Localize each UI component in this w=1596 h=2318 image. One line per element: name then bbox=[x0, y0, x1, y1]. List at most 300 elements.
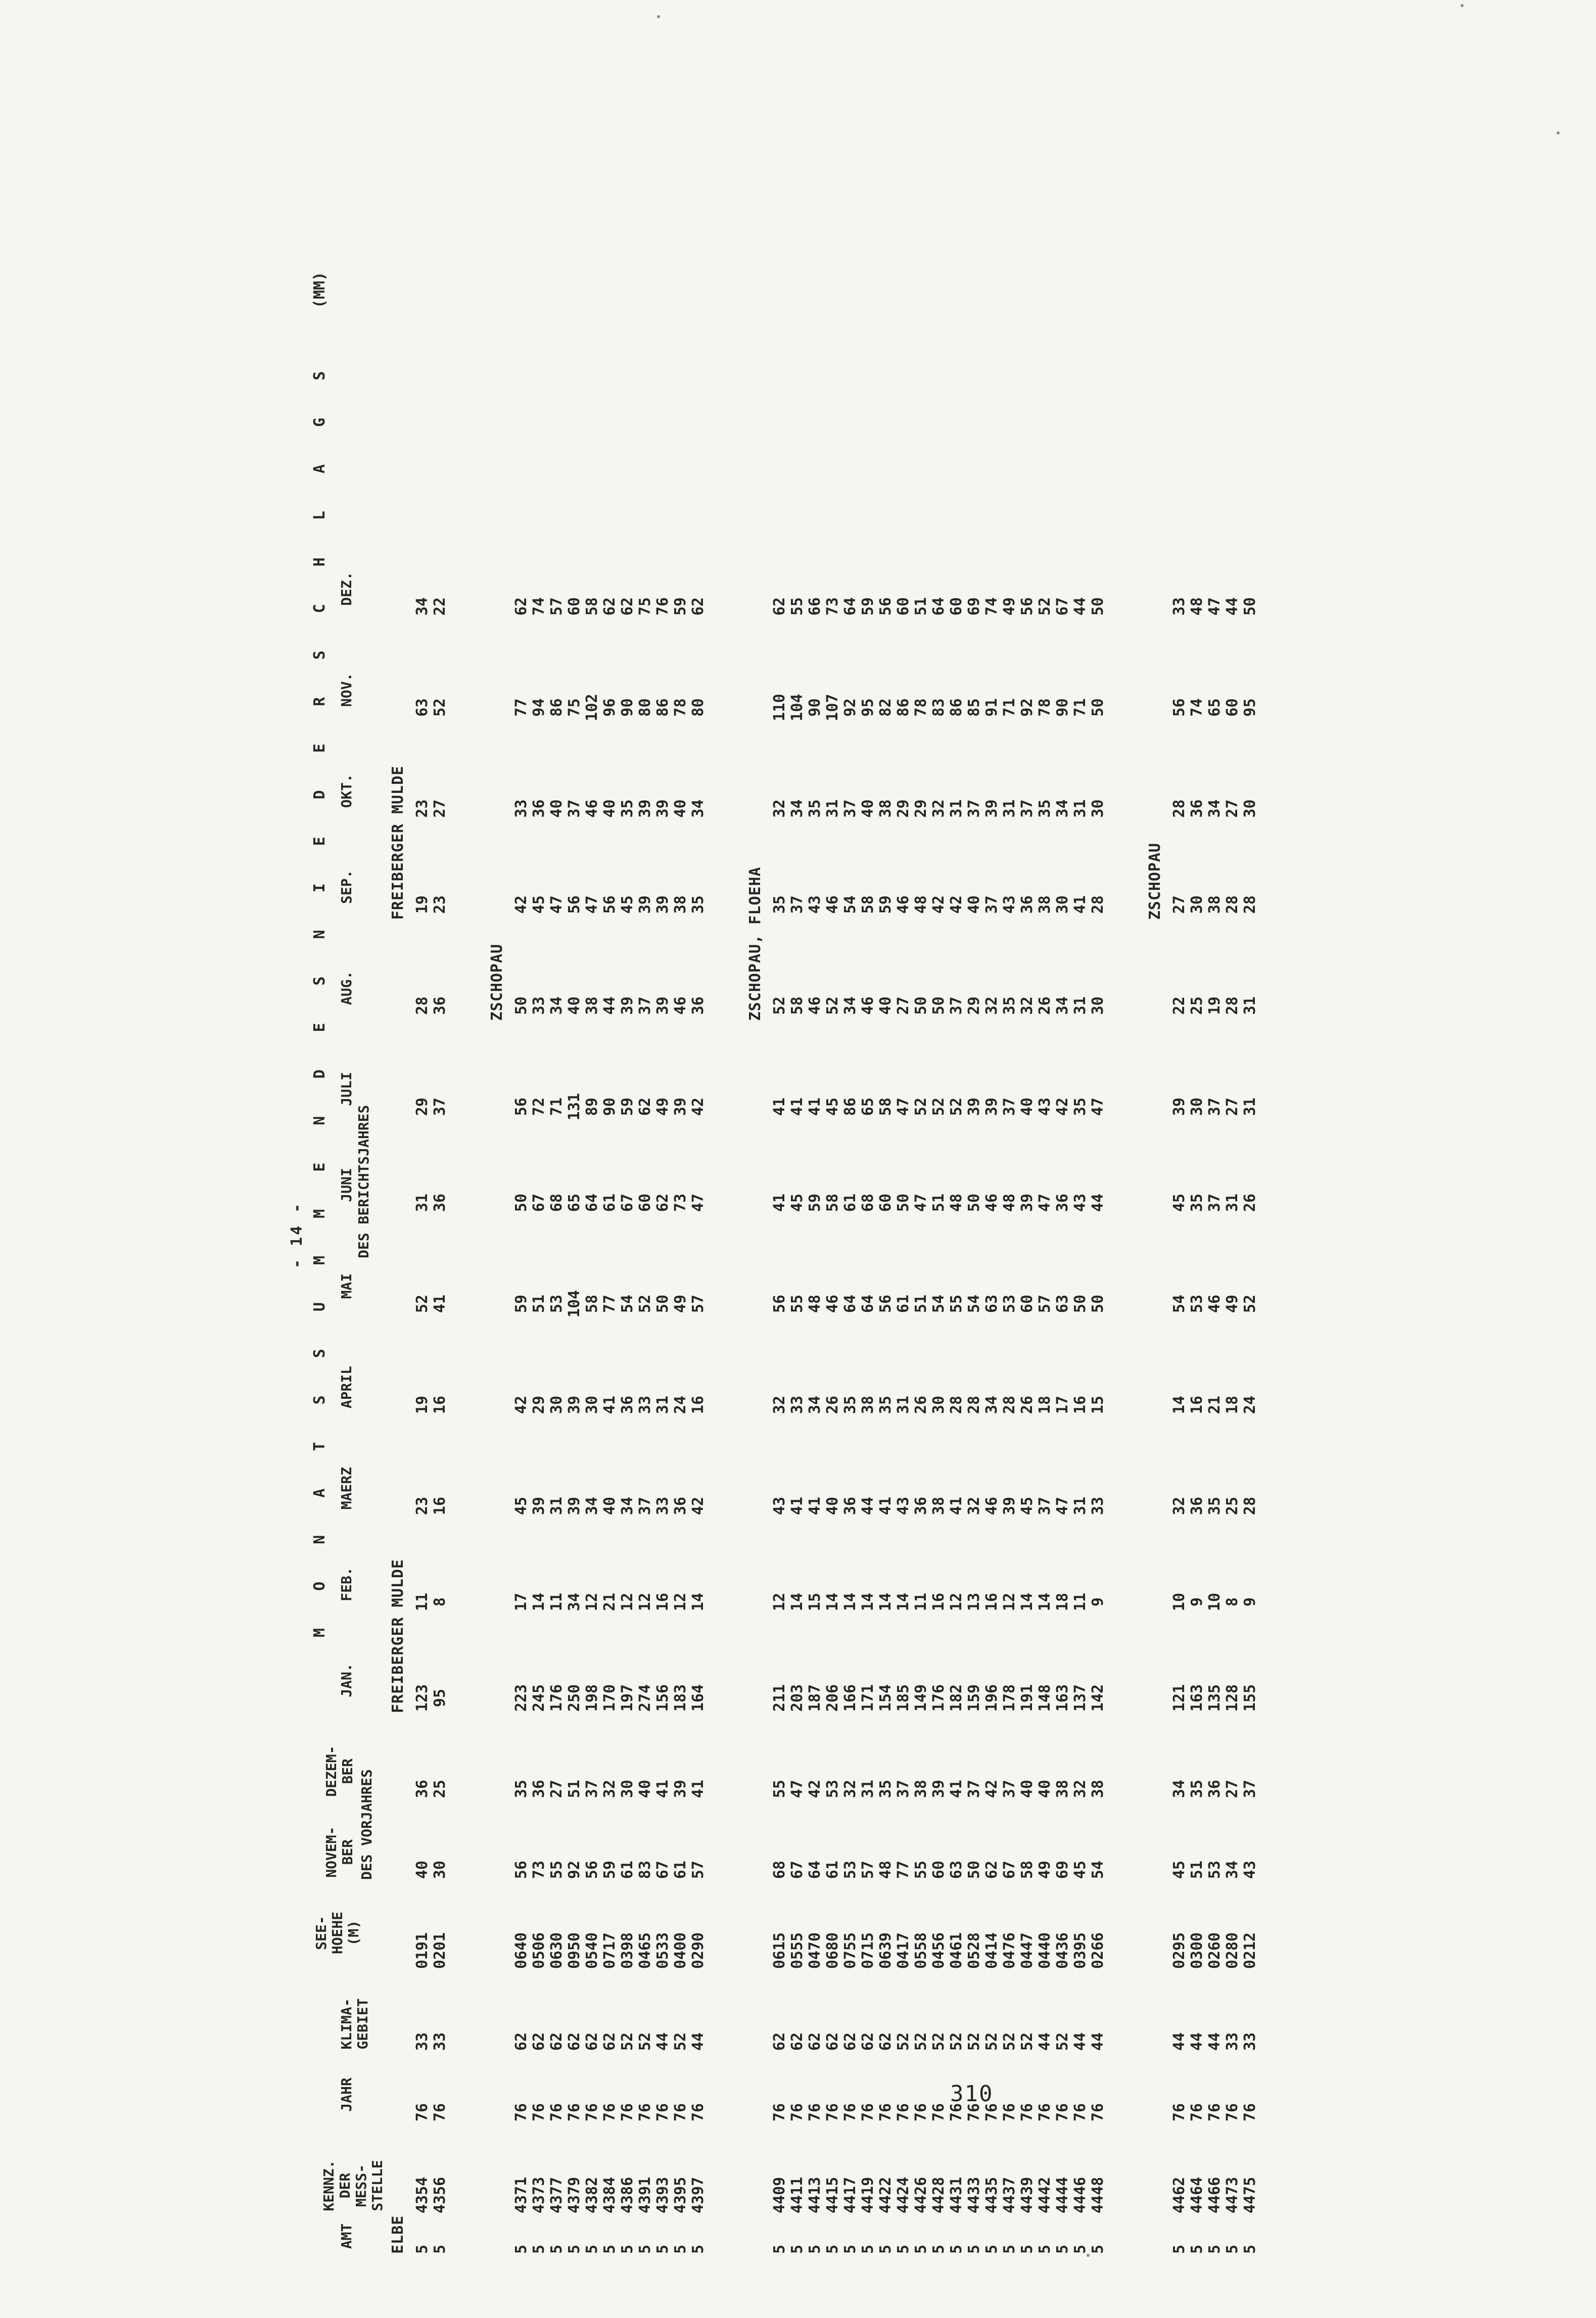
cell-jan: 159 bbox=[965, 1684, 983, 1712]
cell-dez: 67 bbox=[1054, 597, 1071, 616]
cell-juli: 37 bbox=[431, 1097, 449, 1116]
unit-label: (MM) bbox=[311, 271, 328, 308]
cell-maerz: 41 bbox=[806, 1496, 824, 1516]
cell-klima: 52 bbox=[672, 2032, 689, 2051]
table-row bbox=[771, 101, 788, 2274]
cell-okt: 29 bbox=[895, 799, 912, 818]
cell-mai: 53 bbox=[1001, 1294, 1018, 1313]
cell-sep: 45 bbox=[530, 895, 548, 914]
cell-code: 5 bbox=[689, 2244, 707, 2254]
cell-okt: 31 bbox=[824, 799, 841, 818]
cell-klima: 62 bbox=[548, 2032, 566, 2051]
cell-aug: 31 bbox=[1241, 996, 1259, 1015]
cell-sep: 37 bbox=[788, 895, 806, 914]
cell-klima: 62 bbox=[566, 2032, 583, 2051]
cell-juli: 37 bbox=[1206, 1097, 1224, 1116]
cell-see: 0715 bbox=[859, 1932, 877, 1969]
cell-klima: 52 bbox=[948, 2032, 965, 2051]
cell-sep: 43 bbox=[1001, 895, 1018, 914]
cell-maerz: 37 bbox=[636, 1496, 654, 1516]
cell-okt: 23 bbox=[413, 799, 431, 818]
cell-dez0: 25 bbox=[431, 1779, 449, 1799]
cell-see: 0540 bbox=[583, 1932, 601, 1969]
cell-dez: 62 bbox=[771, 597, 788, 616]
cell-see: 0201 bbox=[431, 1932, 449, 1969]
page-number-top: - 14 - bbox=[288, 1201, 306, 1268]
cell-see: 0280 bbox=[1224, 1932, 1241, 1969]
cell-juni: 67 bbox=[619, 1193, 636, 1212]
cell-juli: 42 bbox=[1054, 1097, 1071, 1116]
cell-april: 33 bbox=[788, 1395, 806, 1414]
cell-id: 4428 bbox=[930, 2177, 948, 2213]
cell-april: 14 bbox=[1170, 1395, 1188, 1414]
cell-mai: 52 bbox=[413, 1294, 431, 1313]
cell-okt: 35 bbox=[619, 799, 636, 818]
cell-klima: 52 bbox=[1001, 2032, 1018, 2051]
cell-juli: 40 bbox=[1018, 1097, 1036, 1116]
cell-dez: 48 bbox=[1188, 597, 1206, 616]
cell-see: 0436 bbox=[1054, 1932, 1071, 1969]
cell-dez0: 37 bbox=[1241, 1779, 1259, 1799]
cell-maerz: 36 bbox=[1188, 1496, 1206, 1516]
cell-aug: 37 bbox=[948, 996, 965, 1015]
cell-dez0: 35 bbox=[1188, 1779, 1206, 1799]
subbasin-label: ZSCHOPAU, FLOEHA bbox=[746, 867, 764, 1021]
cell-aug: 22 bbox=[1170, 996, 1188, 1015]
cell-mai: 53 bbox=[1188, 1294, 1206, 1313]
cell-dez: 59 bbox=[859, 597, 877, 616]
cell-jahr: 76 bbox=[619, 2103, 636, 2122]
cell-juli: 39 bbox=[672, 1097, 689, 1116]
cell-dez0: 34 bbox=[1170, 1779, 1188, 1799]
cell-code: 5 bbox=[841, 2244, 859, 2254]
cell-sep: 19 bbox=[413, 895, 431, 914]
cell-sep: 28 bbox=[1089, 895, 1107, 914]
cell-code: 5 bbox=[965, 2244, 983, 2254]
cell-maerz: 31 bbox=[1071, 1496, 1089, 1516]
cell-okt: 40 bbox=[859, 799, 877, 818]
cell-id: 4384 bbox=[601, 2177, 619, 2213]
cell-juni: 36 bbox=[1054, 1193, 1071, 1212]
cell-jan: 182 bbox=[948, 1684, 965, 1712]
cell-juli: 27 bbox=[1224, 1097, 1241, 1116]
cell-code: 5 bbox=[1071, 2244, 1089, 2254]
cell-nov0: 61 bbox=[619, 1860, 636, 1879]
cell-maerz: 33 bbox=[1089, 1496, 1107, 1516]
cell-id: 4382 bbox=[583, 2177, 601, 2213]
cell-id: 4431 bbox=[948, 2177, 965, 2213]
cell-feb: 8 bbox=[1224, 1597, 1241, 1607]
cell-aug: 29 bbox=[965, 996, 983, 1015]
table-row bbox=[1018, 101, 1036, 2274]
cell-sep: 56 bbox=[566, 895, 583, 914]
cell-klima: 52 bbox=[912, 2032, 930, 2051]
cell-klima: 44 bbox=[1036, 2032, 1054, 2051]
cell-juli: 71 bbox=[548, 1097, 566, 1116]
cell-mai: 58 bbox=[583, 1294, 601, 1313]
rotated-table-sheet bbox=[283, 101, 1324, 2274]
cell-mai: 63 bbox=[983, 1294, 1001, 1313]
cell-klima: 62 bbox=[806, 2032, 824, 2051]
cell-maerz: 47 bbox=[1054, 1496, 1071, 1516]
cell-mai: 49 bbox=[672, 1294, 689, 1313]
cell-jahr: 76 bbox=[548, 2103, 566, 2122]
cell-feb: 10 bbox=[1170, 1592, 1188, 1612]
cell-jahr: 76 bbox=[512, 2103, 530, 2122]
cell-juni: 46 bbox=[983, 1193, 1001, 1212]
cell-jahr: 76 bbox=[654, 2103, 672, 2122]
cell-code: 5 bbox=[1206, 2244, 1224, 2254]
cell-april: 39 bbox=[566, 1395, 583, 1414]
cell-juli: 90 bbox=[601, 1097, 619, 1116]
cell-mai: 51 bbox=[530, 1294, 548, 1313]
cell-maerz: 45 bbox=[512, 1496, 530, 1516]
cell-nov0: 69 bbox=[1054, 1860, 1071, 1879]
cell-okt: 37 bbox=[841, 799, 859, 818]
cell-mai: 48 bbox=[806, 1294, 824, 1313]
cell-feb: 9 bbox=[1089, 1597, 1107, 1607]
cell-juni: 47 bbox=[1036, 1193, 1054, 1212]
cell-klima: 52 bbox=[983, 2032, 1001, 2051]
cell-maerz: 42 bbox=[689, 1496, 707, 1516]
cell-dez: 74 bbox=[983, 597, 1001, 616]
cell-april: 30 bbox=[583, 1395, 601, 1414]
cell-mai: 64 bbox=[841, 1294, 859, 1313]
cell-juni: 35 bbox=[1188, 1193, 1206, 1212]
cell-jahr: 76 bbox=[965, 2103, 983, 2122]
cell-juni: 60 bbox=[636, 1193, 654, 1212]
cell-nov: 78 bbox=[1036, 698, 1054, 717]
header-report-year-label: DES BERICHTSJAHRES bbox=[355, 1105, 372, 1258]
cell-jan: 176 bbox=[930, 1684, 948, 1712]
cell-nov: 94 bbox=[530, 698, 548, 717]
cell-nov0: 56 bbox=[583, 1860, 601, 1879]
cell-maerz: 39 bbox=[566, 1496, 583, 1516]
cell-dez: 73 bbox=[824, 597, 841, 616]
cell-klima: 62 bbox=[877, 2032, 895, 2051]
cell-dez: 56 bbox=[877, 597, 895, 616]
cell-juli: 72 bbox=[530, 1097, 548, 1116]
cell-aug: 34 bbox=[1054, 996, 1071, 1015]
cell-dez: 22 bbox=[431, 597, 449, 616]
cell-dez: 55 bbox=[788, 597, 806, 616]
cell-id: 4462 bbox=[1170, 2177, 1188, 2213]
cell-feb: 11 bbox=[912, 1592, 930, 1612]
cell-see: 0290 bbox=[689, 1932, 707, 1969]
cell-april: 16 bbox=[1071, 1395, 1089, 1414]
cell-aug: 27 bbox=[895, 996, 912, 1015]
cell-dez: 50 bbox=[1241, 597, 1259, 616]
cell-okt: 39 bbox=[983, 799, 1001, 818]
cell-maerz: 32 bbox=[965, 1496, 983, 1516]
cell-id: 4446 bbox=[1071, 2177, 1089, 2213]
cell-feb: 14 bbox=[859, 1592, 877, 1612]
cell-aug: 33 bbox=[530, 996, 548, 1015]
cell-nov: 80 bbox=[689, 698, 707, 717]
cell-juni: 67 bbox=[530, 1193, 548, 1212]
cell-juni: 68 bbox=[859, 1193, 877, 1212]
cell-nov: 102 bbox=[583, 693, 601, 722]
cell-maerz: 32 bbox=[1170, 1496, 1188, 1516]
cell-juni: 50 bbox=[512, 1193, 530, 1212]
cell-nov: 90 bbox=[806, 698, 824, 717]
cell-sep: 35 bbox=[689, 895, 707, 914]
cell-sep: 37 bbox=[983, 895, 1001, 914]
cell-dez: 44 bbox=[1071, 597, 1089, 616]
cell-dez: 64 bbox=[841, 597, 859, 616]
cell-dez0: 36 bbox=[413, 1779, 431, 1799]
table-row bbox=[548, 101, 566, 2274]
cell-see: 0680 bbox=[824, 1932, 841, 1969]
cell-dez0: 40 bbox=[636, 1779, 654, 1799]
cell-sep: 56 bbox=[601, 895, 619, 914]
cell-code: 5 bbox=[788, 2244, 806, 2254]
cell-dez0: 47 bbox=[788, 1779, 806, 1799]
cell-nov0: 57 bbox=[859, 1860, 877, 1879]
cell-jahr: 76 bbox=[877, 2103, 895, 2122]
cell-mai: 60 bbox=[1018, 1294, 1036, 1313]
cell-dez0: 32 bbox=[841, 1779, 859, 1799]
cell-id: 4475 bbox=[1241, 2177, 1259, 2213]
cell-jahr: 76 bbox=[1206, 2103, 1224, 2122]
cell-mai: 55 bbox=[788, 1294, 806, 1313]
cell-sep: 40 bbox=[965, 895, 983, 914]
cell-see: 0395 bbox=[1071, 1932, 1089, 1969]
cell-april: 32 bbox=[771, 1395, 788, 1414]
cell-nov: 90 bbox=[1054, 698, 1071, 717]
header-month-mai: MAI bbox=[338, 1273, 355, 1299]
cell-nov0: 68 bbox=[771, 1860, 788, 1879]
cell-okt: 28 bbox=[1170, 799, 1188, 818]
table-row bbox=[806, 101, 824, 2274]
cell-jan: 164 bbox=[689, 1684, 707, 1712]
cell-sep: 36 bbox=[1018, 895, 1036, 914]
cell-feb: 16 bbox=[930, 1592, 948, 1612]
cell-mai: 54 bbox=[1170, 1294, 1188, 1313]
cell-feb: 12 bbox=[636, 1592, 654, 1612]
table-row bbox=[1224, 101, 1241, 2274]
cell-okt: 32 bbox=[930, 799, 948, 818]
cell-id: 4433 bbox=[965, 2177, 983, 2213]
cell-nov: 86 bbox=[548, 698, 566, 717]
cell-april: 24 bbox=[1241, 1395, 1259, 1414]
cell-mai: 46 bbox=[824, 1294, 841, 1313]
cell-april: 30 bbox=[548, 1395, 566, 1414]
cell-maerz: 40 bbox=[601, 1496, 619, 1516]
cell-aug: 34 bbox=[548, 996, 566, 1015]
cell-id: 4386 bbox=[619, 2177, 636, 2213]
cell-jan: 185 bbox=[895, 1684, 912, 1712]
cell-see: 0558 bbox=[912, 1932, 930, 1969]
table-row bbox=[413, 101, 431, 2274]
cell-aug: 40 bbox=[877, 996, 895, 1015]
cell-aug: 39 bbox=[654, 996, 672, 1015]
cell-dez0: 41 bbox=[948, 1779, 965, 1799]
cell-juni: 36 bbox=[431, 1193, 449, 1212]
cell-aug: 30 bbox=[1089, 996, 1107, 1015]
cell-april: 16 bbox=[689, 1395, 707, 1414]
cell-jahr: 76 bbox=[566, 2103, 583, 2122]
cell-feb: 14 bbox=[877, 1592, 895, 1612]
cell-aug: 36 bbox=[689, 996, 707, 1015]
cell-okt: 39 bbox=[636, 799, 654, 818]
cell-mai: 51 bbox=[912, 1294, 930, 1313]
cell-maerz: 41 bbox=[948, 1496, 965, 1516]
cell-jahr: 76 bbox=[431, 2103, 449, 2122]
cell-okt: 40 bbox=[601, 799, 619, 818]
cell-april: 19 bbox=[413, 1395, 431, 1414]
cell-dez0: 40 bbox=[1036, 1779, 1054, 1799]
cell-okt: 36 bbox=[530, 799, 548, 818]
cell-juni: 65 bbox=[566, 1193, 583, 1212]
cell-mai: 54 bbox=[965, 1294, 983, 1313]
cell-maerz: 46 bbox=[983, 1496, 1001, 1516]
cell-okt: 37 bbox=[1018, 799, 1036, 818]
cell-juli: 89 bbox=[583, 1097, 601, 1116]
cell-id: 4395 bbox=[672, 2177, 689, 2213]
cell-id: 4435 bbox=[983, 2177, 1001, 2213]
cell-nov0: 59 bbox=[601, 1860, 619, 1879]
cell-code: 5 bbox=[895, 2244, 912, 2254]
cell-mai: 54 bbox=[930, 1294, 948, 1313]
cell-juli: 47 bbox=[1089, 1097, 1107, 1116]
cell-nov: 65 bbox=[1206, 698, 1224, 717]
cell-juli: 41 bbox=[771, 1097, 788, 1116]
cell-feb: 14 bbox=[841, 1592, 859, 1612]
cell-klima: 44 bbox=[1089, 2032, 1107, 2051]
cell-aug: 19 bbox=[1206, 996, 1224, 1015]
cell-juni: 37 bbox=[1206, 1193, 1224, 1212]
cell-april: 28 bbox=[965, 1395, 983, 1414]
cell-maerz: 39 bbox=[530, 1496, 548, 1516]
cell-klima: 62 bbox=[788, 2032, 806, 2051]
cell-sep: 35 bbox=[771, 895, 788, 914]
cell-aug: 32 bbox=[983, 996, 1001, 1015]
cell-juli: 56 bbox=[512, 1097, 530, 1116]
cell-jan: 121 bbox=[1170, 1684, 1188, 1712]
header-month-sep: SEP. bbox=[338, 870, 355, 904]
cell-dez0: 38 bbox=[1089, 1779, 1107, 1799]
cell-juni: 48 bbox=[948, 1193, 965, 1212]
cell-code: 5 bbox=[654, 2244, 672, 2254]
cell-code: 5 bbox=[1036, 2244, 1054, 2254]
cell-code: 5 bbox=[930, 2244, 948, 2254]
cell-feb: 12 bbox=[1001, 1592, 1018, 1612]
cell-code: 5 bbox=[1001, 2244, 1018, 2254]
cell-sep: 47 bbox=[548, 895, 566, 914]
cell-april: 18 bbox=[1036, 1395, 1054, 1414]
cell-nov: 71 bbox=[1071, 698, 1089, 717]
cell-jahr: 76 bbox=[601, 2103, 619, 2122]
header-month-okt: OKT. bbox=[338, 774, 355, 808]
cell-nov: 74 bbox=[1188, 698, 1206, 717]
table-row bbox=[654, 101, 672, 2274]
table-row bbox=[1241, 101, 1259, 2274]
cell-feb: 14 bbox=[895, 1592, 912, 1612]
cell-id: 4417 bbox=[841, 2177, 859, 2213]
cell-aug: 37 bbox=[636, 996, 654, 1015]
cell-code: 5 bbox=[1241, 2244, 1259, 2254]
cell-code: 5 bbox=[601, 2244, 619, 2254]
cell-nov: 77 bbox=[512, 698, 530, 717]
table-row bbox=[619, 101, 636, 2274]
cell-dez0: 32 bbox=[601, 1779, 619, 1799]
cell-maerz: 45 bbox=[1018, 1496, 1036, 1516]
header-month-jan: JAN. bbox=[338, 1663, 355, 1697]
cell-code: 5 bbox=[1054, 2244, 1071, 2254]
header-kennz: KENNZ. DER MESS- STELLE bbox=[320, 2160, 386, 2211]
table-row bbox=[689, 101, 707, 2274]
cell-dez: 58 bbox=[583, 597, 601, 616]
cell-mai: 59 bbox=[512, 1294, 530, 1313]
cell-nov0: 45 bbox=[1071, 1860, 1089, 1879]
cell-dez0: 39 bbox=[930, 1779, 948, 1799]
cell-klima: 52 bbox=[1018, 2032, 1036, 2051]
cell-klima: 62 bbox=[530, 2032, 548, 2051]
cell-sep: 45 bbox=[619, 895, 636, 914]
cell-nov0: 67 bbox=[788, 1860, 806, 1879]
cell-feb: 12 bbox=[583, 1592, 601, 1612]
cell-jan: 163 bbox=[1054, 1684, 1071, 1712]
cell-okt: 34 bbox=[788, 799, 806, 818]
cell-klima: 44 bbox=[654, 2032, 672, 2051]
cell-dez0: 51 bbox=[566, 1779, 583, 1799]
cell-juni: 61 bbox=[601, 1193, 619, 1212]
cell-maerz: 44 bbox=[859, 1496, 877, 1516]
cell-code: 5 bbox=[771, 2244, 788, 2254]
cell-juni: 68 bbox=[548, 1193, 566, 1212]
cell-see: 0295 bbox=[1170, 1932, 1188, 1969]
cell-nov: 82 bbox=[877, 698, 895, 717]
cell-id: 4444 bbox=[1054, 2177, 1071, 2213]
cell-dez0: 27 bbox=[548, 1779, 566, 1799]
cell-mai: 50 bbox=[1071, 1294, 1089, 1313]
cell-juli: 52 bbox=[948, 1097, 965, 1116]
cell-mai: 61 bbox=[895, 1294, 912, 1313]
cell-nov0: 92 bbox=[566, 1860, 583, 1879]
cell-maerz: 16 bbox=[431, 1496, 449, 1516]
cell-mai: 50 bbox=[1089, 1294, 1107, 1313]
cell-jan: 191 bbox=[1018, 1684, 1036, 1712]
cell-klima: 44 bbox=[1188, 2032, 1206, 2051]
cell-dez: 62 bbox=[619, 597, 636, 616]
cell-dez: 60 bbox=[948, 597, 965, 616]
cell-see: 0755 bbox=[841, 1932, 859, 1969]
cell-feb: 14 bbox=[824, 1592, 841, 1612]
cell-code: 5 bbox=[1188, 2244, 1206, 2254]
cell-aug: 46 bbox=[806, 996, 824, 1015]
cell-jan: 137 bbox=[1071, 1684, 1089, 1712]
cell-dez0: 42 bbox=[806, 1779, 824, 1799]
cell-sep: 23 bbox=[431, 895, 449, 914]
cell-sep: 47 bbox=[583, 895, 601, 914]
cell-jahr: 76 bbox=[895, 2103, 912, 2122]
cell-aug: 50 bbox=[912, 996, 930, 1015]
cell-jan: 166 bbox=[841, 1684, 859, 1712]
cell-juli: 62 bbox=[636, 1097, 654, 1116]
cell-okt: 33 bbox=[512, 799, 530, 818]
header-month-juli: JULI bbox=[338, 1072, 355, 1106]
cell-sep: 59 bbox=[877, 895, 895, 914]
cell-aug: 26 bbox=[1036, 996, 1054, 1015]
cell-nov0: 77 bbox=[895, 1860, 912, 1879]
cell-juni: 31 bbox=[413, 1193, 431, 1212]
cell-sep: 39 bbox=[636, 895, 654, 914]
cell-juni: 26 bbox=[1241, 1193, 1259, 1212]
cell-sep: 28 bbox=[1241, 895, 1259, 914]
cell-nov0: 30 bbox=[431, 1860, 449, 1879]
cell-aug: 52 bbox=[771, 996, 788, 1015]
